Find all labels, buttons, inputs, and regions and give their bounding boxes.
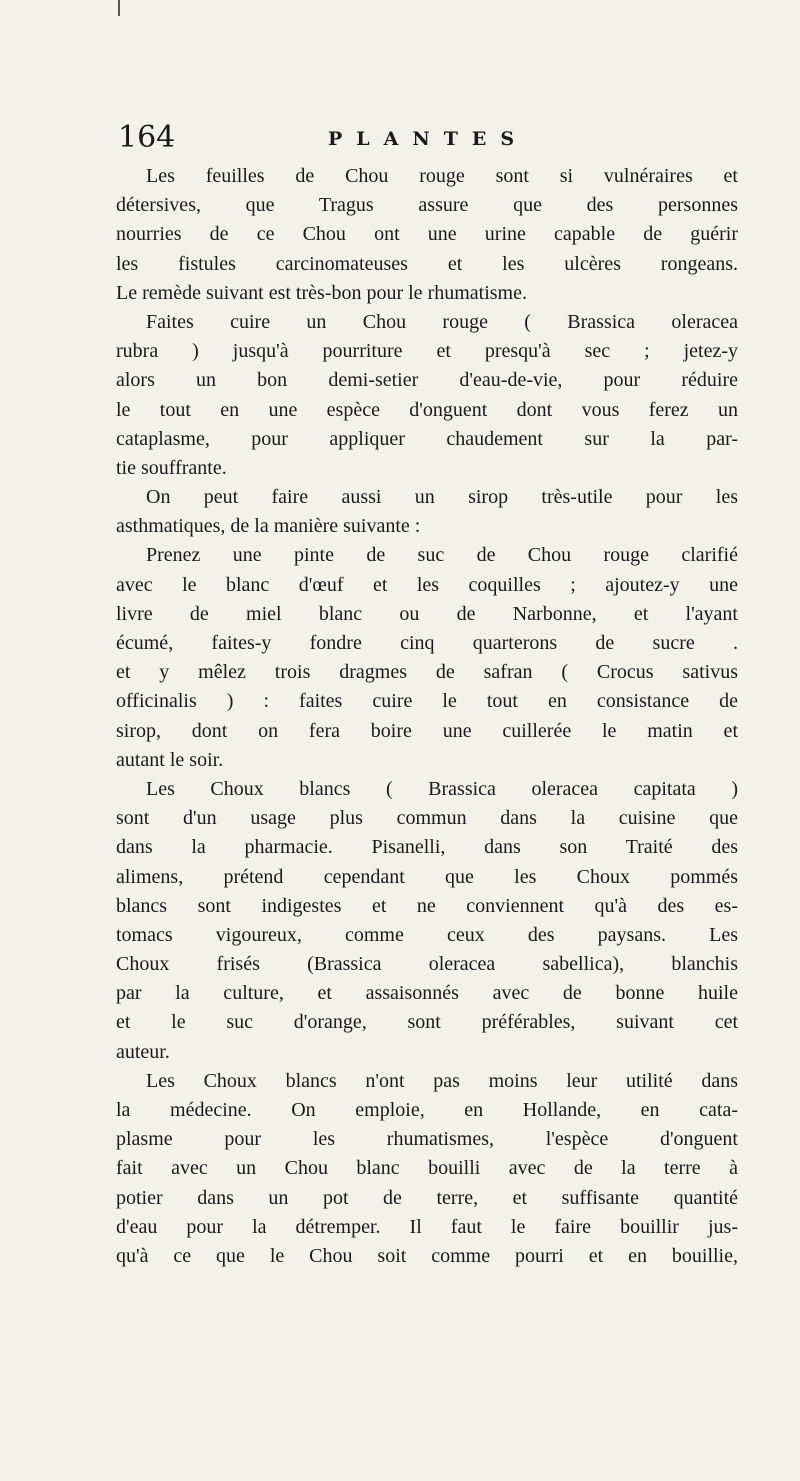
text-line: On peut faire aussi un sirop très-utile pour les [146,486,738,509]
text-line: nourries de ce Chou ont une urine capable de guérir [116,223,738,246]
text-line: fait avec un Chou blanc bouilli avec de la terre à [116,1157,738,1180]
text-line: qu'à ce que le Chou soit comme pourri et en bouillie, [116,1244,738,1267]
text-line: la médecine. On emploie, en Hollande, en cata- [116,1099,738,1121]
text-line: les fistules carcinomateuses et les ulcères rongeans. [116,252,738,275]
text-line: d'eau pour la détremper. Il faut le faire bouillir jus- [116,1215,738,1238]
text-line: officinalis ) : faites cuire le tout en consistance de [116,690,738,713]
text-line: dans la pharmacie. Pisanelli, dans son Traité des [116,836,738,859]
text-line: le tout en une espèce d'onguent dont vous ferez un [116,398,738,421]
text-line: détersives, que Tragus assure que des personnes [116,194,738,217]
text-line: livre de miel blanc ou de Narbonne, et l'ayant [116,602,738,625]
text-line: sont d'un usage plus commun dans la cuisine que [116,807,738,830]
text-line: Les Choux blancs n'ont pas moins leur utilité dans [146,1069,738,1092]
text-line: et y mêlez trois dragmes de safran ( Crocus sativus [116,661,738,684]
text-line: auteur. [116,1040,170,1063]
text-line: rubra ) jusqu'à pourriture et presqu'à sec ; jetez-y [116,340,738,363]
body-text [116,162,738,1271]
running-head: PLANTES [328,128,529,150]
text-line: plasme pour les rhumatismes, l'espèce d'onguent [116,1128,738,1151]
text-line: avec le blanc d'œuf et les coquilles ; ajoutez-y une [116,573,738,596]
text-line: Prenez une pinte de suc de Chou rouge clarifié [146,544,738,567]
page-edge-mark [118,0,120,16]
text-line: tie souffrante. [116,456,227,479]
text-line: Choux frisés (Brassica oleracea sabellica), blanchis [116,953,738,976]
page-header [118,118,738,158]
text-line: Les feuilles de Chou rouge sont si vulnéraires et [146,165,738,187]
text-line: potier dans un pot de terre, et suffisante quantité [116,1186,738,1209]
text-line: cataplasme, pour appliquer chaudement sur la par- [116,427,738,450]
text-line: Le remède suivant est très-bon pour le rhumatisme. [116,281,527,304]
text-line: alimens, prétend cependant que les Choux pommés [116,865,738,888]
text-line: asthmatiques, de la manière suivante : [116,515,421,538]
text-line: blancs sont indigestes et ne conviennent qu'à des es- [116,894,738,917]
page-number: 164 [118,120,176,155]
text-line: sirop, dont on fera boire une cuillerée le matin et [116,719,738,742]
text-line: autant le soir. [116,748,224,771]
text-line: et le suc d'orange, sont préférables, suivant cet [116,1011,738,1034]
text-line: Faites cuire un Chou rouge ( Brassica oleracea [146,310,738,333]
text-line: alors un bon demi-setier d'eau-de-vie, pour réduire [116,369,738,392]
text-line: tomacs vigoureux, comme ceux des paysans. Les [116,923,738,946]
text-line: écumé, faites-y fondre cinq quarterons de sucre . [116,632,738,654]
text-line: par la culture, et assaisonnés avec de bonne huile [116,982,738,1005]
text-line: Les Choux blancs ( Brassica oleracea capitata ) [146,777,738,800]
